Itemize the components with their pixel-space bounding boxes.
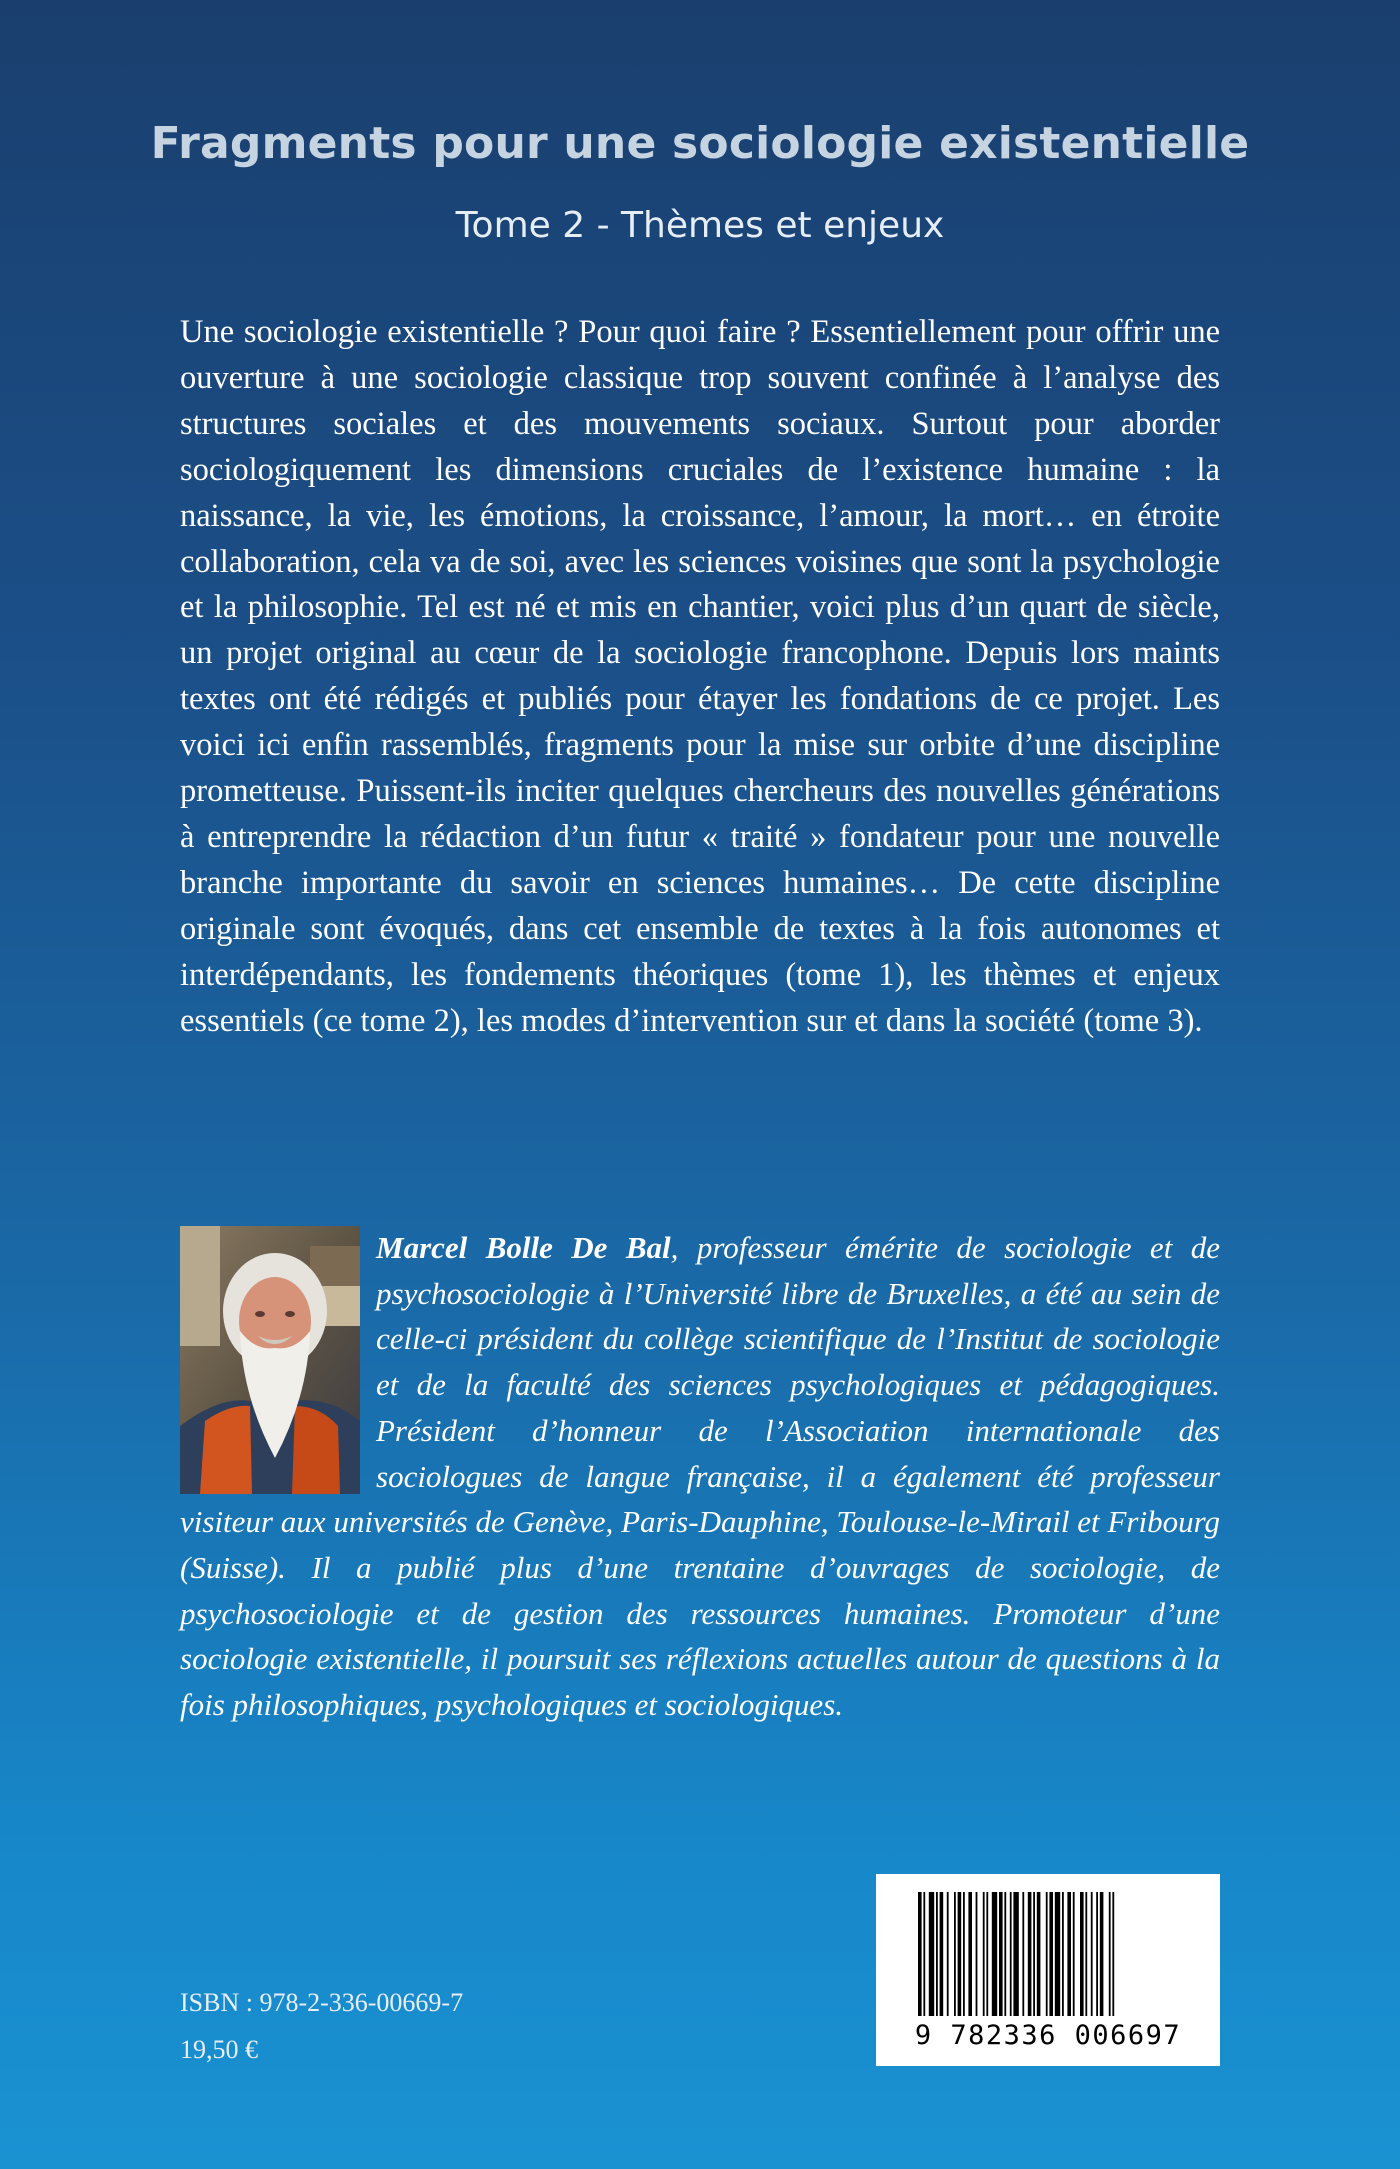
isbn: ISBN : 978-2-336-00669-7 — [180, 1988, 464, 2017]
book-title: Fragments pour une sociologie existentielle — [150, 118, 1250, 169]
book-summary: Une sociologie existentielle ? Pour quoi faire ? Essentiellement pour offrir une ouverture à une sociologie classique trop souvent confinée à l’analyse des structures sociales et des mouvements sociaux. Surtout pour aborder sociologiquement les dimensions cruciales de l’existence humaine : la naissance, la vie, les émotions, la croissance, l’amour, la mort… en étroite collaboration, cela va de soi, avec les sciences voisines que sont la psychologie et la philosophie. Tel est né et mis en chantier, voici plus d’un quart de siècle, un projet original au cœur de la sociologie francophone. Depuis lors maints textes ont été rédigés et publiés pour étayer les fondations de ce projet. Les voici ici enfin rassemblés, fragments pour la mise sur orbite d’une discipline prometteuse. Puissent-ils inciter quelques chercheurs des nouvelles générations à entreprendre la rédaction d’un futur « traité » fondateur pour une nouvelle branche importante du savoir en sciences humaines… De cette discipline originale sont évoqués, dans cet ensemble de textes à la fois autonomes et interdépendants, les fondements théoriques (tome 1), les thèmes et enjeux essentiels (ce tome 2), les modes d’intervention sur et dans la société (tome 3). — [180, 314, 1220, 1039]
barcode — [876, 1874, 1220, 2066]
price: 19,50 € — [180, 2035, 258, 2064]
photo-spacer — [180, 1225, 376, 1497]
author-bio — [180, 1225, 1220, 1728]
book-subtitle: Tome 2 - Thèmes et enjeux — [455, 205, 945, 246]
author-bio-text: , professeur émérite de sociologie et de psychosociologie à l’Université libre de Bruxelles, a été au sein de celle-ci président du collège scientifique de l’Institut de sociologie et de la faculté des sciences psychologiques et pédagogiques. Président d’honneur de l’Association internationale des sociologues de langue française, il a également été professeur visiteur aux universités de Genève, Paris-Dauphine, Toulouse-le-Mirail et Fribourg (Suisse). Il a publié plus d’une trentaine d’ouvrages de sociologie, de psychosociologie et de gestion des ressources humaines. Promoteur d’une sociologie existentielle, il poursuit ses réflexions actuelles autour de questions à la fois philosophiques, psychologiques et sociologiques. — [180, 1230, 1220, 1723]
barcode-digits: 9 782336 006697 — [914, 2020, 1182, 2051]
author-name: Marcel Bolle De Bal — [376, 1230, 671, 1265]
